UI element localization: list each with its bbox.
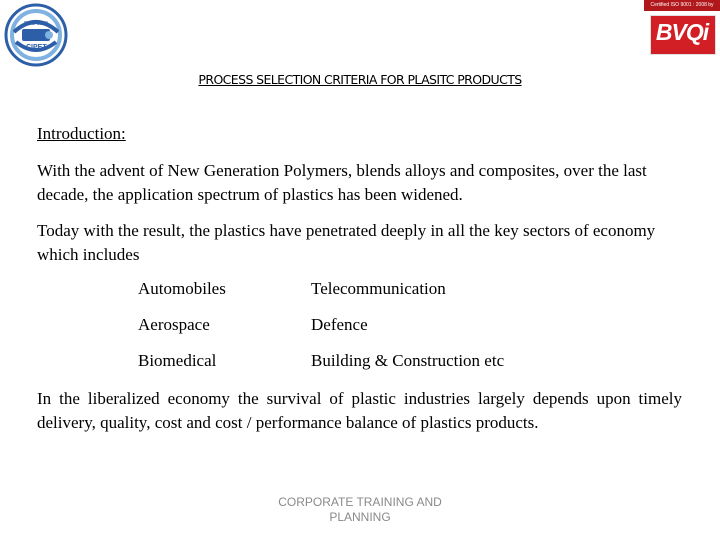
- sector-item: Telecommunication: [311, 279, 446, 298]
- logo-estd-text: Estd. 1968: [24, 21, 48, 27]
- footer-line-1: CORPORATE TRAINING AND: [278, 495, 442, 509]
- iso-cert-text: Certified ISO 9001 : 2008 by: [644, 0, 720, 11]
- cipet-logo: [2, 2, 70, 68]
- closing-paragraph: In the liberalized economy the survival of plastic industries largely depends upon timely delivery, quality, cost and cost / performance balance of plastics products.: [37, 389, 682, 432]
- intro-paragraph-2: Today with the result, the plastics have penetrated deeply in all the key sectors of economy which includes: [37, 221, 656, 264]
- bvqi-brand-text: BVQi: [655, 19, 709, 45]
- footer-text: [260, 495, 460, 525]
- sector-item: Aerospace: [138, 315, 210, 334]
- sector-item: Biomedical: [138, 351, 217, 370]
- sector-item: Building & Construction etc: [311, 351, 505, 370]
- footer-line-2: PLANNING: [329, 510, 391, 524]
- logo-cipet-text: CIPET: [26, 44, 47, 51]
- sector-item: Automobiles: [138, 279, 226, 298]
- sector-item: Defence: [311, 315, 368, 334]
- bvqi-logo: [644, 0, 720, 54]
- cipet-emblem-icon: [2, 2, 70, 68]
- page-title: PROCESS SELECTION CRITERIA FOR PLASITC PRODUCTS: [198, 72, 522, 87]
- intro-paragraph-1: With the advent of New Generation Polymers, blends alloys and composites, over the last decade, the application spectrum of plastics has been widened.: [37, 161, 647, 204]
- intro-heading: Introduction:: [37, 124, 126, 143]
